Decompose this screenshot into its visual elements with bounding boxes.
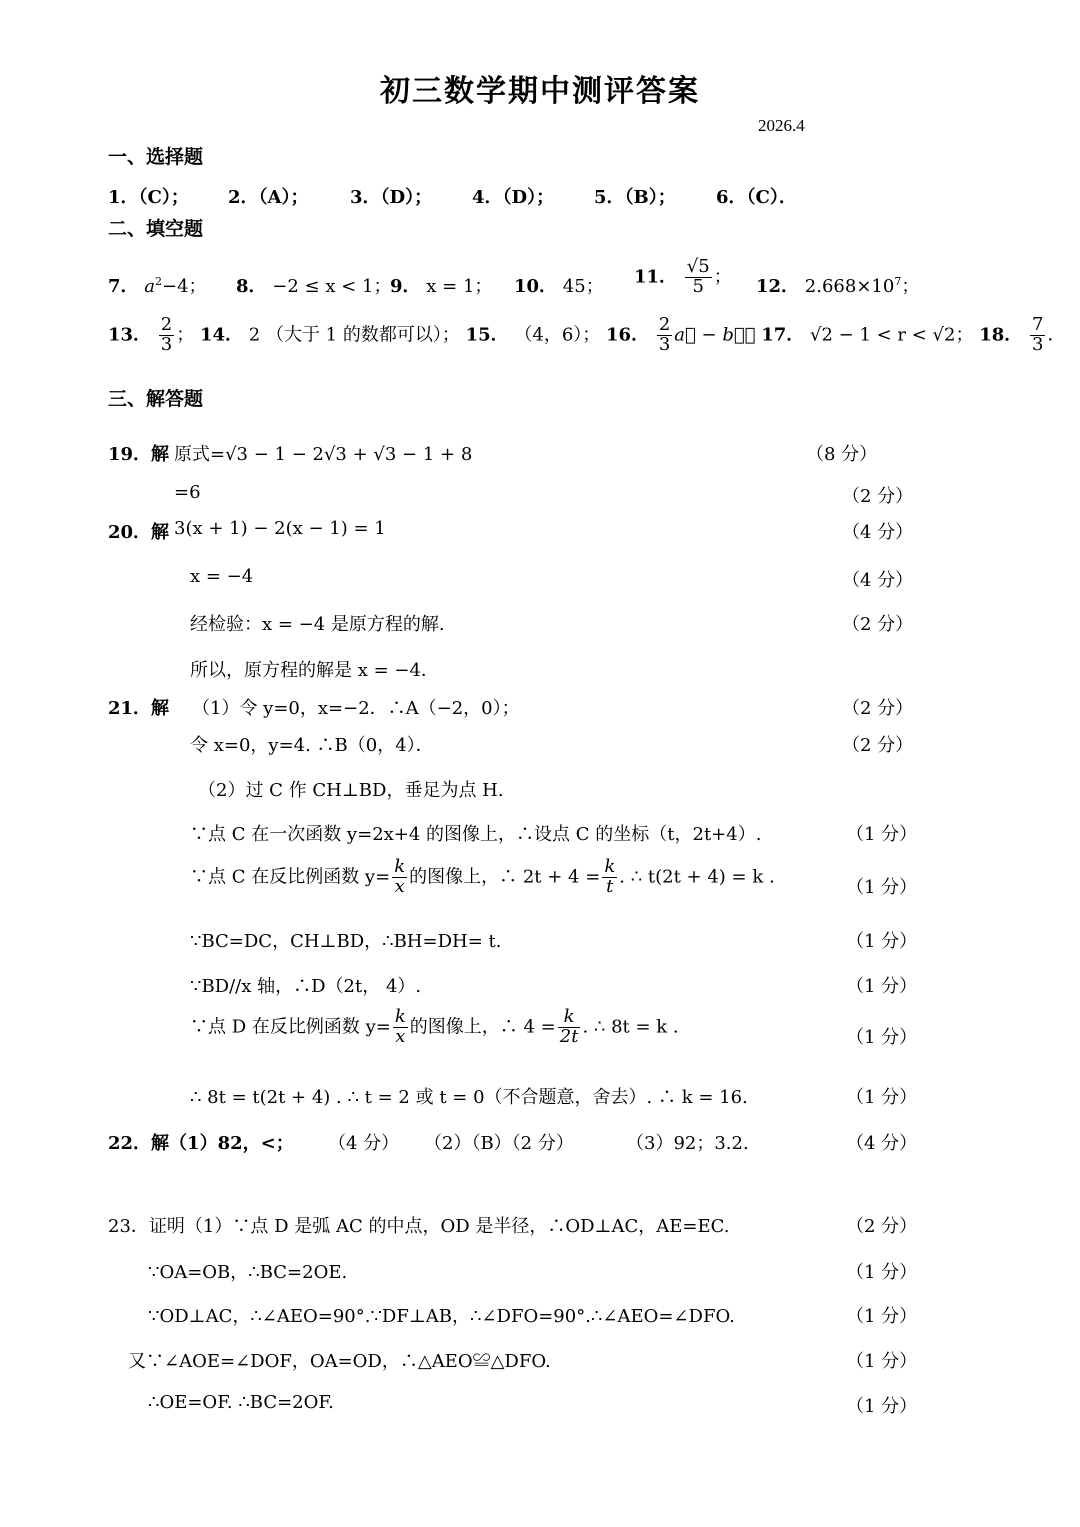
q21-line-8-frac-2-num: k bbox=[558, 1008, 581, 1028]
q22-part-2: （2）（B）（2 分） bbox=[424, 1133, 574, 1154]
q23-score-5: （1 分） bbox=[846, 1396, 918, 1417]
q7-base: a bbox=[144, 276, 155, 297]
answer-q2: 2．（A）； bbox=[228, 187, 309, 208]
q12-number: 12． bbox=[756, 276, 800, 297]
q21-score-6: （1 分） bbox=[846, 931, 918, 952]
q21-line-3: （2）过 C 作 CH⊥BD，垂足为点 H. bbox=[198, 780, 504, 801]
q21-score-5: （1 分） bbox=[846, 877, 918, 898]
answer-q3: 3．（D）； bbox=[350, 187, 433, 208]
section-fill-heading: 二、填空题 bbox=[108, 218, 204, 240]
q19-line-1: 原式=√3 − 1 − 2√3 + √3 − 1 + 8 bbox=[174, 444, 473, 465]
q16-denominator: 3 bbox=[658, 333, 671, 355]
q21-line-5-c: . ∴ t(2t + 4) = k . bbox=[619, 866, 775, 888]
q17-value: √2 − 1 < r < √2； bbox=[810, 324, 974, 346]
q12-value: 2.668×10 bbox=[804, 276, 895, 297]
q16-number: 16． bbox=[606, 324, 650, 346]
q23-line-5: ∴OE=OF. ∴BC=2OF. bbox=[148, 1392, 334, 1413]
q21-line-6: ∵BC=DC，CH⊥BD，∴BH=DH= t. bbox=[190, 931, 502, 952]
q13-fraction bbox=[159, 316, 174, 355]
q20-score-1: （4 分） bbox=[842, 522, 914, 543]
q21-line-5-frac-1-den: x bbox=[394, 875, 405, 897]
q20-label: 20．解 bbox=[108, 522, 170, 543]
q20-line-2: x = −4 bbox=[190, 566, 254, 587]
q21-line-5-frac-2 bbox=[602, 858, 617, 897]
q21-line-5-frac-1 bbox=[392, 858, 407, 897]
q21-score-4: （1 分） bbox=[846, 824, 918, 845]
answer-q5: 5．（B）； bbox=[594, 187, 676, 208]
page-title: 初三数学期中测评答案 bbox=[380, 74, 700, 109]
q21-line-8-b: 的图像上，∴ 4 = bbox=[409, 1016, 556, 1038]
q23-score-2: （1 分） bbox=[846, 1262, 918, 1283]
q21-line-5-frac-1-num: k bbox=[394, 856, 406, 877]
q15-value: （4，6）； bbox=[514, 324, 601, 346]
q11-fraction bbox=[685, 258, 712, 297]
q7-exponent: 2 bbox=[155, 275, 162, 288]
q18-numerator: 7 bbox=[1032, 314, 1044, 335]
q21-line-8-frac-1-den: x bbox=[395, 1025, 406, 1047]
q21-line-1: （1）令 y=0，x=−2．∴A（−2，0）； bbox=[192, 698, 520, 719]
q18-fraction bbox=[1030, 316, 1045, 355]
q12-end: ； bbox=[901, 276, 920, 297]
q21-line-5-a: ∵点 C 在反比例函数 y= bbox=[190, 866, 391, 888]
exam-date: 2026.4 bbox=[758, 116, 805, 135]
q21-score-8: （1 分） bbox=[846, 1027, 918, 1048]
q20-line-3: 经检验：x = −4 是原方程的解. bbox=[190, 614, 445, 635]
q13-number: 13． bbox=[108, 324, 152, 346]
q9-value: x = 1； bbox=[426, 276, 493, 297]
q23-score-3: （1 分） bbox=[846, 1306, 918, 1327]
answer-q6: 6．（C）． bbox=[716, 187, 797, 208]
q15-number: 15． bbox=[465, 324, 509, 346]
answer-q10 bbox=[514, 272, 604, 298]
q21-line-5-frac-2-num: k bbox=[604, 856, 616, 877]
q19-line-2: =6 bbox=[174, 482, 201, 503]
q18-number: 18． bbox=[979, 324, 1023, 346]
q9-number: 9． bbox=[390, 276, 421, 297]
q18-end: ． bbox=[1047, 324, 1066, 346]
answer-q7 bbox=[108, 272, 207, 298]
q14-value: 2 （大于 1 的数都可以）； bbox=[248, 324, 460, 346]
q22-part-1-score: （4 分） bbox=[328, 1133, 400, 1154]
answer-q12 bbox=[756, 272, 919, 298]
q8-number: 8． bbox=[236, 276, 267, 297]
answer-q1: 1．（C）； bbox=[108, 187, 189, 208]
answers-q13-q18 bbox=[108, 316, 1065, 355]
q20-line-1: 3(x + 1) − 2(x − 1) = 1 bbox=[174, 518, 386, 539]
q21-line-5 bbox=[190, 858, 775, 897]
q7-rest: −4； bbox=[162, 276, 207, 297]
q23-score-4: （1 分） bbox=[846, 1351, 918, 1372]
q21-score-2: （2 分） bbox=[842, 735, 914, 756]
q11-end: ； bbox=[713, 266, 732, 288]
q21-line-8 bbox=[190, 1008, 679, 1047]
q21-line-8-c: . ∴ 8t = k . bbox=[582, 1016, 679, 1038]
q21-line-5-frac-2-den: t bbox=[606, 875, 614, 897]
q21-line-9: ∴ 8t = t(2t + 4) . ∴ t = 2 或 t = 0（不合题意，舍去）. ∴ k = 16. bbox=[190, 1087, 748, 1108]
q10-number: 10． bbox=[514, 276, 558, 297]
q21-line-5-b: 的图像上，∴ 2t + 4 = bbox=[409, 866, 601, 888]
q23-line-3: ∵OD⊥AC，∴∠AEO=90°.∵DF⊥AB，∴∠DFO=90°.∴∠AEO=∠DFO. bbox=[148, 1306, 735, 1327]
q22-line-1: 22．解（1）82，<； bbox=[108, 1133, 294, 1154]
q21-line-8-frac-1-num: k bbox=[394, 1006, 406, 1027]
q17-number: 17． bbox=[761, 324, 805, 346]
q8-value: −2 ≤ x < 1； bbox=[272, 276, 392, 297]
q11-numerator: √5 bbox=[686, 256, 710, 277]
q18-denominator: 3 bbox=[1032, 333, 1044, 355]
q21-line-8-a: ∵点 D 在反比例函数 y= bbox=[190, 1016, 391, 1038]
answer-q11 bbox=[634, 258, 732, 297]
q16-rest: a⃗ − b⃗； bbox=[674, 324, 756, 346]
answer-q8 bbox=[236, 272, 391, 298]
section-solution-heading: 三、解答题 bbox=[108, 388, 204, 410]
q13-end: ； bbox=[176, 324, 195, 346]
q19-score-2: （2 分） bbox=[842, 486, 914, 507]
q21-line-2: 令 x=0，y=4. ∴B（0，4）． bbox=[190, 735, 434, 756]
q23-score-1: （2 分） bbox=[846, 1216, 918, 1237]
q21-score-9: （1 分） bbox=[846, 1087, 918, 1108]
q21-line-7: ∵BD//x 轴，∴D（2t， 4）. bbox=[190, 976, 422, 997]
section-choice-heading: 一、选择题 bbox=[108, 146, 204, 168]
q14-number: 14． bbox=[199, 324, 244, 346]
q13-numerator: 2 bbox=[160, 314, 173, 335]
q23-line-2: ∵OA=OB，∴BC=2OE. bbox=[148, 1262, 348, 1283]
q10-value: 45； bbox=[562, 276, 604, 297]
answer-q9 bbox=[390, 272, 492, 298]
q20-line-4: 所以，原方程的解是 x = −4． bbox=[190, 660, 439, 681]
q21-line-4: ∵点 C 在一次函数 y=2x+4 的图像上，∴设点 C 的坐标（t，2t+4）. bbox=[190, 824, 762, 845]
q21-line-8-frac-2-den: 2t bbox=[559, 1025, 579, 1047]
q21-score-7: （1 分） bbox=[846, 976, 918, 997]
q16-numerator: 2 bbox=[658, 314, 671, 335]
q11-denominator: 5 bbox=[692, 275, 704, 297]
q7-number: 7． bbox=[108, 276, 139, 297]
q23-line-1: 23．证明（1）∵点 D 是弧 AC 的中点，OD 是半径，∴OD⊥AC，AE=EC. bbox=[108, 1216, 730, 1237]
q21-label: 21．解 bbox=[108, 698, 170, 719]
q12-exponent: 7 bbox=[894, 275, 902, 288]
q20-score-2: （4 分） bbox=[842, 570, 914, 591]
q13-denominator: 3 bbox=[160, 333, 173, 355]
q21-line-8-frac-2 bbox=[558, 1008, 581, 1047]
answer-q4: 4．（D）； bbox=[472, 187, 555, 208]
q19-score-1: （8 分） bbox=[806, 444, 878, 465]
q21-score-1: （2 分） bbox=[842, 698, 914, 719]
q22-part-3: （3）92；3.2. bbox=[626, 1133, 749, 1154]
q20-score-3: （2 分） bbox=[842, 614, 914, 635]
q16-fraction bbox=[657, 316, 672, 355]
q21-line-8-frac-1 bbox=[393, 1008, 408, 1047]
q19-label: 19．解 bbox=[108, 444, 170, 465]
q23-line-4: 又∵∠AOE=∠DOF，OA=OD，∴△AEO≌△DFO. bbox=[128, 1351, 551, 1372]
q22-score-3: （4 分） bbox=[846, 1133, 918, 1154]
q11-number: 11． bbox=[634, 266, 678, 288]
